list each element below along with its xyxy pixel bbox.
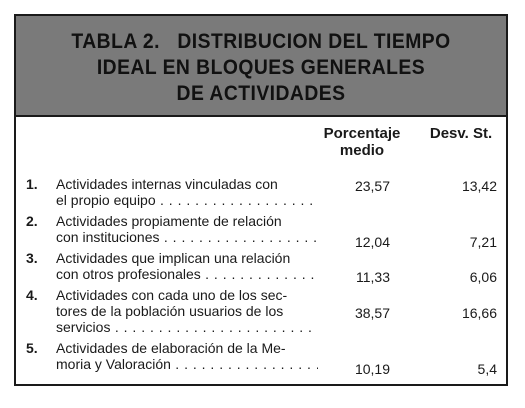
row-3-label-line-1: Actividades que implican una relación [56, 250, 291, 266]
row-4-stdev: 16,66 [461, 305, 497, 321]
row-1-label-line-2: el propio equipo . . . [56, 192, 318, 208]
column-header-percentage-line-1: Porcentaje [323, 125, 401, 142]
row-5-label [56, 340, 318, 372]
row-2-stdev: 7,21 [469, 234, 497, 250]
column-header-percentage-line-2: medio [339, 142, 385, 159]
data-table [14, 14, 508, 386]
row-5-stdev: 5,4 [477, 361, 497, 377]
row-5-number: 5. [26, 340, 38, 356]
row-1-number: 1. [26, 176, 38, 192]
row-4-label-line-1: Actividades con cada uno de los sec- [56, 287, 288, 303]
row-4-label-line-3: servicios . . . [56, 319, 318, 335]
row-4-number: 4. [26, 287, 38, 303]
row-3-number: 3. [26, 250, 38, 266]
table-title-line-1: TABLA 2. DISTRIBUCION DEL TIEMPO [71, 30, 451, 53]
row-1-label [56, 176, 318, 208]
column-header-percentage [316, 125, 408, 159]
row-3-label [56, 250, 318, 282]
row-4-label [56, 287, 318, 335]
table-title-line-2: IDEAL EN BLOQUES GENERALES [96, 56, 426, 79]
row-1-stdev: 13,42 [461, 178, 497, 194]
row-3-label-line-2: con otros profesionales . . . [56, 266, 318, 282]
row-2-label [56, 213, 318, 245]
row-1-label-line-1: Actividades internas vinculadas con [56, 176, 278, 192]
row-2-label-line-2: con instituciones . . . [56, 229, 318, 245]
row-5-percentage: 10,19 [354, 361, 390, 377]
row-5-label-line-1: Actividades de elaboración de la Me- [56, 340, 286, 356]
row-4-percentage: 38,57 [354, 305, 390, 321]
row-5-label-line-2: moria y Valoración . . . [56, 356, 318, 372]
row-2-label-line-1: Actividades propiamente de relación [56, 213, 282, 229]
row-2-number: 2. [26, 213, 38, 229]
column-header-stdev: Desv. St. [429, 125, 493, 142]
row-3-percentage: 11,33 [356, 269, 390, 285]
row-2-percentage: 12,04 [354, 234, 390, 250]
row-4-label-line-2: tores de la población usuarios de los [56, 303, 284, 319]
row-3-stdev: 6,06 [469, 269, 497, 285]
table-title-line-3: DE ACTIVIDADES [176, 82, 346, 105]
row-1-percentage: 23,57 [354, 178, 390, 194]
table-title-band [16, 16, 506, 117]
